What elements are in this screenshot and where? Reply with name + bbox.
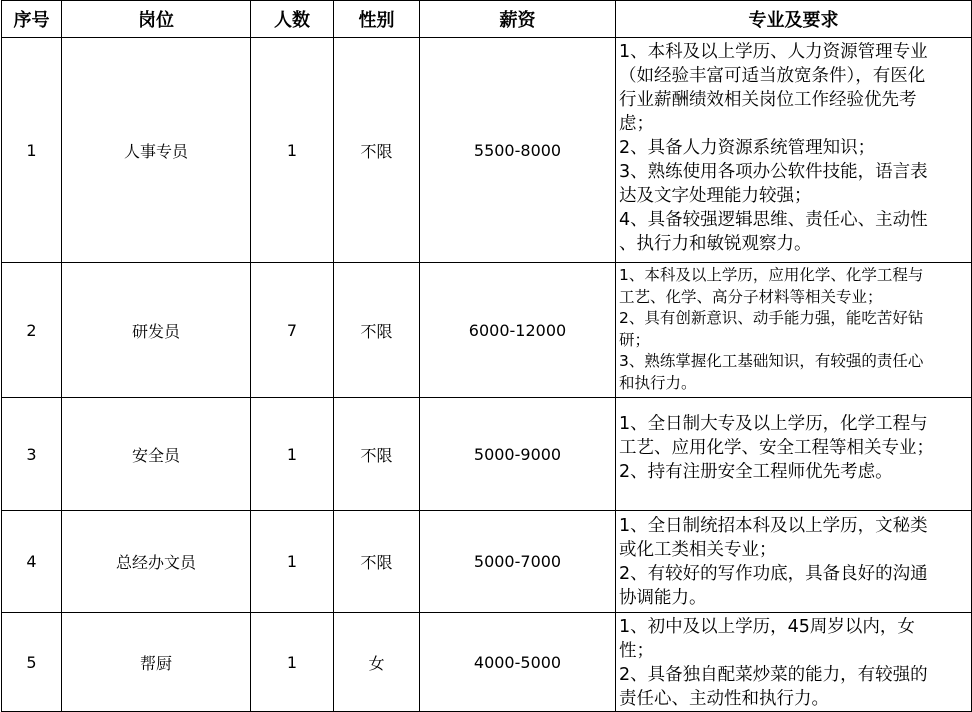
requirement-line: 协调能力。 — [619, 588, 707, 608]
cell-requirements — [616, 398, 972, 511]
header-position: 岗位 — [62, 1, 251, 38]
requirement-line: 1、全日制大专及以上学历，化学工程与 — [619, 414, 928, 434]
cell-gender: 不限 — [334, 511, 420, 613]
requirement-line: 、执行力和敏锐观察力。 — [619, 234, 812, 254]
cell-position: 人事专员 — [62, 38, 251, 263]
table-row — [2, 38, 972, 263]
cell-count: 1 — [251, 38, 334, 263]
cell-count: 1 — [251, 613, 334, 712]
cell-requirements — [616, 613, 972, 712]
cell-salary: 4000-5000 — [420, 613, 616, 712]
recruitment-table — [1, 0, 972, 712]
requirement-line: 责任心、主动性和执行力。 — [619, 689, 829, 709]
cell-count: 1 — [251, 511, 334, 613]
requirement-line: 2、有较好的写作功底，具备良好的沟通 — [619, 564, 928, 584]
table-row — [2, 398, 972, 511]
requirement-line: 2、具有创新意识、动手能力强，能吃苦好钻 — [619, 309, 924, 327]
requirement-line: 2、持有注册安全工程师优先考虑。 — [619, 462, 893, 482]
cell-position: 总经办文员 — [62, 511, 251, 613]
requirement-line: 性； — [619, 641, 654, 661]
cell-no: 4 — [2, 511, 62, 613]
cell-salary: 5000-9000 — [420, 398, 616, 511]
requirement-line: （如经验丰富可适当放宽条件），有医化 — [619, 66, 926, 86]
cell-requirements — [616, 38, 972, 263]
cell-no: 2 — [2, 263, 62, 398]
requirement-line: 1、全日制统招本科及以上学历，文秘类 — [619, 516, 928, 536]
cell-salary: 5000-7000 — [420, 511, 616, 613]
cell-no: 3 — [2, 398, 62, 511]
requirement-line: 达及文字处理能力较强； — [619, 186, 812, 206]
cell-count: 1 — [251, 398, 334, 511]
cell-position: 帮厨 — [62, 613, 251, 712]
requirement-line: 研； — [619, 330, 651, 349]
table-row — [2, 613, 972, 712]
cell-requirements — [616, 511, 972, 613]
cell-gender: 女 — [334, 613, 420, 712]
header-count: 人数 — [251, 1, 334, 38]
requirement-line: 3、熟练掌握化工基础知识，有较强的责任心 — [619, 352, 924, 370]
cell-salary: 6000-12000 — [420, 263, 616, 398]
requirement-line: 3、熟练使用各项办公软件技能，语言表 — [619, 162, 928, 182]
cell-position: 安全员 — [62, 398, 251, 511]
cell-gender: 不限 — [334, 398, 420, 511]
requirement-line: 和执行力。 — [619, 373, 697, 392]
table-row — [2, 511, 972, 613]
requirement-line: 2、具备人力资源系统管理知识； — [619, 138, 876, 158]
requirement-line: 1、本科及以上学历，应用化学、化学工程与 — [619, 266, 924, 284]
header-gender: 性别 — [334, 1, 420, 38]
cell-no: 5 — [2, 613, 62, 712]
cell-position: 研发员 — [62, 263, 251, 398]
cell-gender: 不限 — [334, 263, 420, 398]
cell-count: 7 — [251, 263, 334, 398]
requirement-line: 4、具备较强逻辑思维、责任心、主动性 — [619, 210, 928, 230]
requirement-line: 1、本科及以上学历、人力资源管理专业 — [619, 42, 928, 62]
requirement-line: 工艺、应用化学、安全工程等相关专业； — [619, 438, 934, 458]
requirement-line: 1、初中及以上学历，45周岁以内，女 — [619, 617, 915, 637]
requirement-line: 或化工类相关专业； — [619, 540, 777, 560]
requirement-line: 2、具备独自配菜炒菜的能力，有较强的 — [619, 665, 928, 685]
requirement-line: 工艺、化学、高分子材料等相关专业； — [619, 287, 883, 306]
header-requirements: 专业及要求 — [616, 1, 972, 38]
cell-no: 1 — [2, 38, 62, 263]
requirement-line: 行业薪酬绩效相关岗位工作经验优先考 — [619, 90, 917, 110]
requirement-line: 虑； — [619, 114, 654, 134]
cell-gender: 不限 — [334, 38, 420, 263]
cell-salary: 5500-8000 — [420, 38, 616, 263]
header-row — [2, 1, 972, 38]
header-no: 序号 — [2, 1, 62, 38]
cell-requirements — [616, 263, 972, 398]
header-salary: 薪资 — [420, 1, 616, 38]
table-row — [2, 263, 972, 398]
